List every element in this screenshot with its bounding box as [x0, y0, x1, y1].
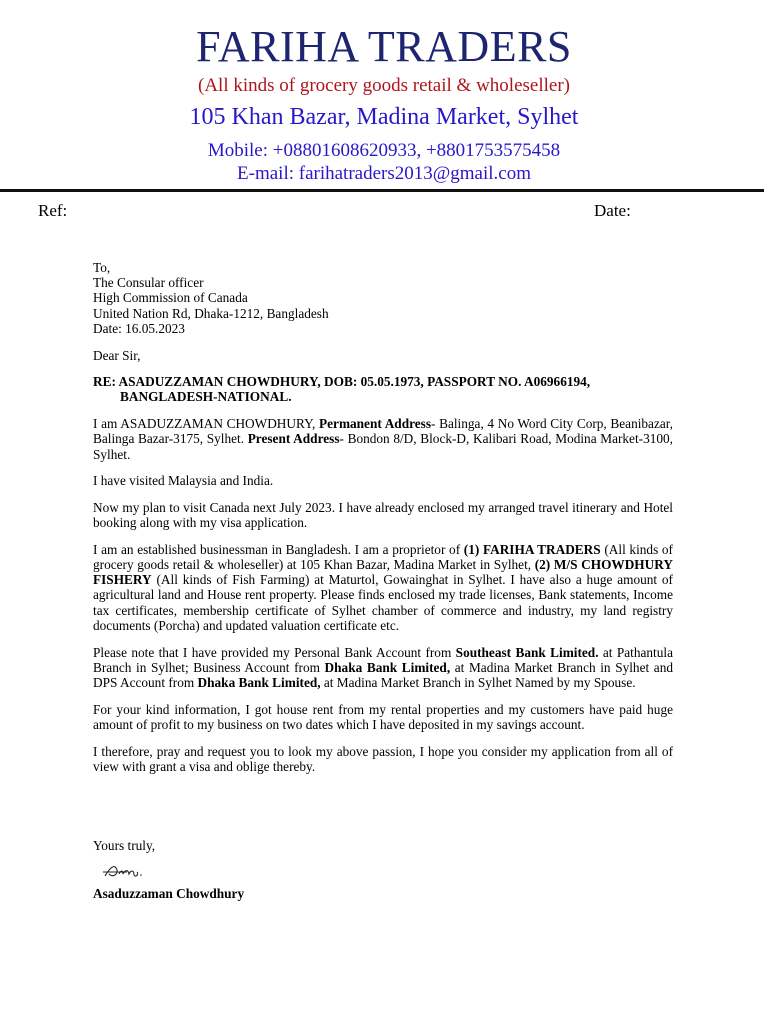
subject-line — [93, 374, 673, 404]
bold-run: Present Address — [247, 431, 340, 447]
text-run: at Pathantula Branch in Sylhet; Business Account from — [93, 644, 673, 675]
bold-run: Dhaka Bank Limited, — [197, 674, 321, 690]
recipient-block — [93, 260, 673, 336]
text-run: at Madina Market Branch in Sylhet Named by my Spouse. — [320, 674, 636, 690]
letter-body — [93, 260, 673, 785]
paragraph-bank-accounts — [93, 645, 673, 691]
text-run: I am an established businessman in Bangladesh. I am a proprietor of — [93, 541, 464, 557]
bold-run: Dhaka Bank Limited, — [324, 659, 451, 675]
bold-run: Southeast Bank Limited. — [455, 644, 599, 660]
bold-run: (1) FARIHA TRADERS — [463, 541, 601, 557]
bold-run: (2) M/S CHOWDHURY FISHERY — [93, 557, 673, 588]
paragraph-travel-plan: Now my plan to visit Canada next July 2023. I have already enclosed my arranged travel itinerary and Hotel booking along with my visa application. — [93, 499, 673, 531]
salutation: Dear Sir, — [93, 347, 141, 363]
date-label: Date: — [594, 201, 631, 220]
company-email: E-mail: farihatraders2013@gmail.com — [237, 163, 531, 184]
text-run: I am ASADUZZAMAN CHOWDHURY, — [93, 416, 320, 432]
recipient-to: To, — [93, 260, 111, 275]
company-address: 105 Khan Bazar, Madina Market, Sylhet — [189, 104, 579, 130]
closing: Yours truly, — [93, 838, 156, 853]
text-run: (All kinds of grocery goods retail & wholeseller) at 105 Khan Bazar, Madina Market in Sylhet, — [93, 541, 673, 573]
ref-label: Ref: — [38, 201, 68, 220]
company-name: FARIHA TRADERS — [196, 22, 572, 71]
text-run: at Madina Market Branch in Sylhet and DPS Account from — [93, 659, 673, 690]
recipient-line: The Consular officer — [93, 275, 204, 291]
paragraph-request: I therefore, pray and request you to look my above passion, I hope you consider my application from all of view with grant a visa and oblige thereby. — [93, 743, 673, 774]
subject-line-2: BANGLADESH-NATIONAL. — [120, 389, 292, 405]
text-run: - Bondon 8/D, Block-D, Kalibari Road, Modina Market-3100, Sylhet. — [93, 431, 673, 462]
paragraph-income: For your kind information, I got house rent from my rental properties and my customers have paid huge amount of profit to my business on two dates which I have deposited in my savings account. — [93, 701, 673, 732]
subject-line-1: RE: ASADUZZAMAN CHOWDHURY, DOB: 05.05.1973, PASSPORT NO. A06966194, — [93, 374, 591, 390]
letterhead-divider — [0, 189, 764, 192]
paragraph-business — [93, 542, 673, 633]
signer-name: Asaduzzaman Chowdhury — [93, 886, 245, 901]
text-run: - Balinga, 4 No Word City Corp, Beanibazar, Balinga Bazar-3175, Sylhet. — [93, 416, 673, 447]
recipient-line: High Commission of Canada — [93, 290, 248, 306]
text-run: (All kinds of Fish Farming) at Maturtol, Gowainghat in Sylhet. I have also a huge amount of agricultural land and House rent property. Please finds enclosed my trade licenses, Bank statements, Income tax certificates, membership certificate of Sylhet chamber of commerce and industry, my land registry documents (Porcha) and updated valuation certificate etc. — [93, 572, 673, 633]
company-mobile: Mobile: +08801608620933, +8801753575458 — [207, 140, 561, 161]
paragraph-travel-history: I have visited Malaysia and India. — [93, 473, 274, 489]
paragraph-addresses — [93, 416, 673, 462]
text-run: Please note that I have provided my Personal Bank Account from — [93, 644, 456, 660]
bold-run: Permanent Address — [319, 416, 432, 432]
signature — [101, 860, 161, 884]
letter-date: Date: 16.05.2023 — [93, 320, 185, 336]
company-tagline: (All kinds of grocery goods retail & wholeseller) — [198, 75, 570, 96]
recipient-line: United Nation Rd, Dhaka-1212, Bangladesh — [93, 305, 329, 321]
